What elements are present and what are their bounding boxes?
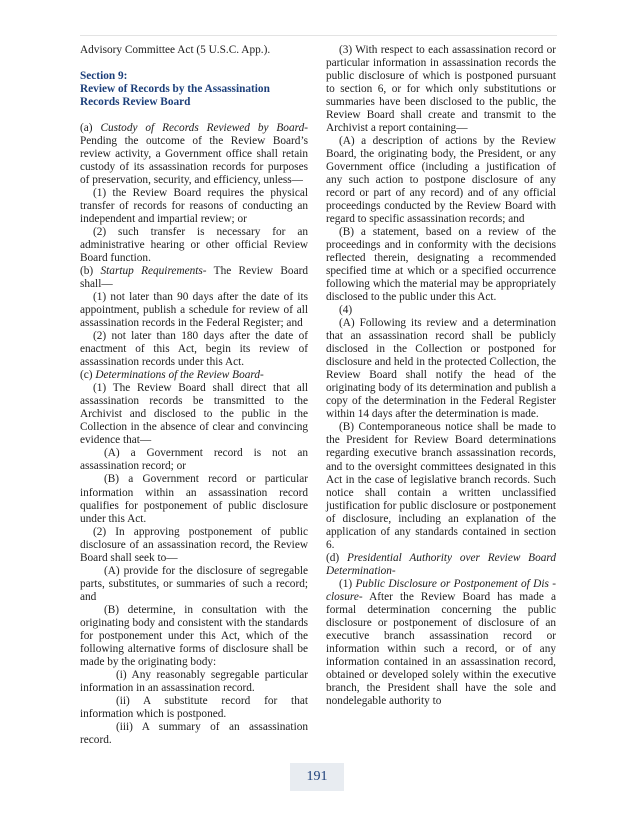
section-number: Section 9: (80, 70, 128, 83)
paragraph-d: (d) Presidential Authority over Review Board Determination- (326, 551, 556, 577)
top-rule (80, 35, 557, 36)
paragraph-c2Biii: (iii) A summary of an assassination record. (80, 720, 308, 746)
paragraph-c4B: (B) Contemporaneous notice shall be made to the President for Review Board determinations regarding executive branch assassination records, and to the oversight committees designated in this Act in the case of legislative branch records. Such notice shall contain a written unclassified justification for public disclosure or postponement of disclosure, including an explanation of the application of any standards contained in section 6. (326, 421, 556, 551)
paragraph-c1A: (A) a Government record is not an assassination record; or (80, 447, 308, 473)
paragraph-c2Bi: (i) Any reasonably segregable particular information in an assassination record. (80, 668, 308, 694)
paragraph-c4A: (A) Following its review and a determination that an assassination record shall be publicly disclosed in the Collection or postponed for disclosure and held in the protected Collection, the Review Board shall notify the head of the originating body of its determination and publish a copy of the determination in the Federal Register within 14 days after the determination is made. (326, 317, 556, 421)
intro-line: Advisory Committee Act (5 U.S.C. App.). (80, 44, 271, 56)
paragraph-c: (c) Determinations of the Review Board- (80, 369, 264, 382)
paragraph-b2: (2) not later than 180 days after the date of enactment of this Act, begin its review of assassination records under this Act. (80, 330, 308, 369)
paragraph-d1: (1) Public Disclosure or Postponement of Dis - closure- After the Review Board has made a formal determination concerning the public disclosure or postponement of disclosure of an executive branch assassination record or information within such a record, or of any information contained in an assassination record, obtained or developed solely within the executive branch, the President shall have the sole and nondelegable authority to (326, 577, 556, 707)
paragraph-c3B: (B) a statement, based on a review of the proceedings and in conformity with the decisions reflected therein, designating a recommended specified time at which or a specified occurrence following which the material may be appropriately disclosed to the public under this Act. (326, 226, 556, 304)
right-column (326, 44, 556, 708)
paragraph-c2: (2) In approving postponement of public disclosure of an assassination record, the Review Board shall seek to— (80, 525, 308, 564)
page-number: 191 (290, 763, 344, 791)
paragraph-b: (b) Startup Requirements- The Review Board shall— (80, 265, 308, 291)
paragraph-a1: (1) the Review Board requires the physical transfer of records for reasons of conducting an independent and impartial review; or (80, 187, 308, 226)
paragraph-c2Bii: (ii) A substitute record for that information which is postponed. (80, 694, 308, 720)
paragraph-c2A: (A) provide for the disclosure of segregable parts, substitutes, or summaries of such a record; and (80, 564, 308, 603)
paragraph-c1: (1) The Review Board shall direct that all assassination records be transmitted to the Archivist and disclosed to the public in the Collection in the absence of clear and convincing evidence that— (80, 382, 308, 447)
paragraph-c1B: (B) a Government record or particular information within an assassination record qualifies for postponement of public disclosure under this Act. (80, 473, 308, 525)
left-column (80, 44, 308, 747)
section-title: Review of Records by the Assassination Records Review Board (80, 83, 270, 109)
paragraph-c2B: (B) determine, in consultation with the originating body and consistent with the standards for postponement under this Act, which of the following alternative forms of disclosure shall be made by the originating body: (80, 603, 308, 668)
paragraph-c3A: (A) a description of actions by the Review Board, the originating body, the President, or any Government office (including a justification of any such action to postpone disclosure of any record or part of any record) and of any official proceedings conducted by the Review Board with regard to specific assassination records; and (326, 135, 556, 226)
paragraph-c3: (3) With respect to each assassination record or particular information in assassination records the public disclosure of which is postponed pursuant to section 6, or for which only substitutions or summaries have been disclosed to the public, the Review Board shall create and transmit to the Archivist a report containing— (326, 44, 556, 135)
paragraph-a: (a) Custody of Records Reviewed by Board- Pending the outcome of the Review Board’s review activity, a Government office shall retain custody of its assassination records for purposes of preservation, security, and efficiency, unless— (80, 122, 308, 187)
paragraph-b1: (1) not later than 90 days after the date of its appointment, publish a schedule for review of all assassination records in the Federal Register; and (80, 291, 308, 330)
paragraph-c4: (4) (339, 304, 353, 317)
paragraph-a2: (2) such transfer is necessary for an administrative hearing or other official Review Board function. (80, 226, 308, 265)
